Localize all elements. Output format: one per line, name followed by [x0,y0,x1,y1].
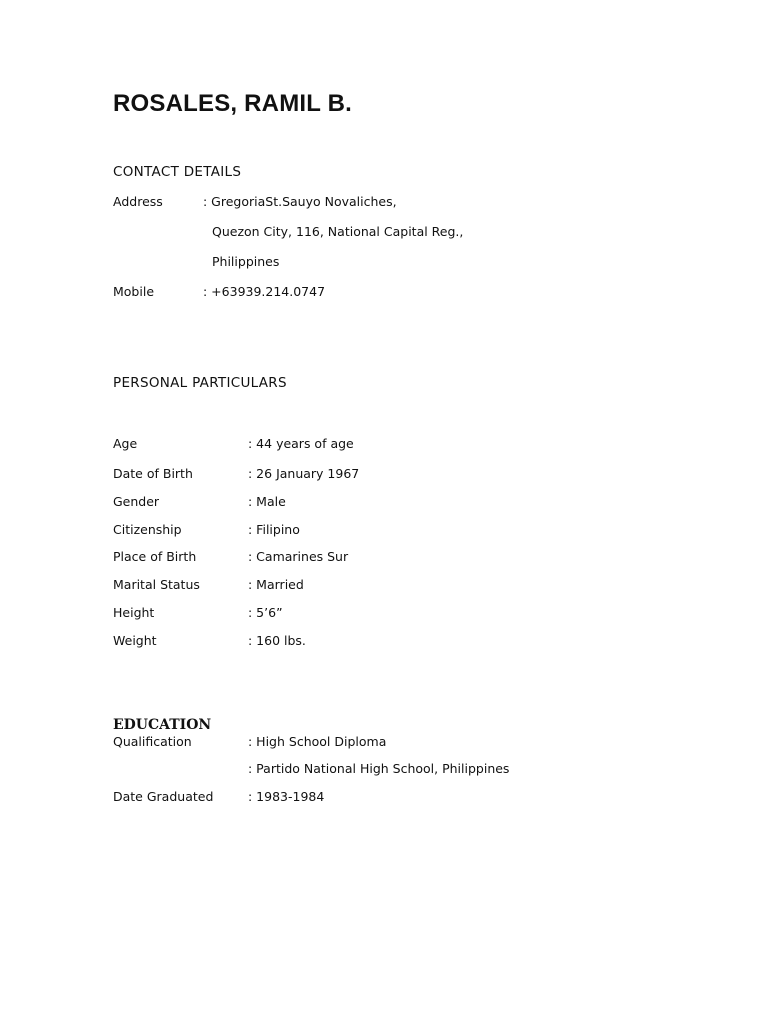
personal-value: : Camarines Sur [248,549,349,564]
personal-value: : 160 lbs. [248,633,306,648]
personal-label: Date of Birth [113,466,193,481]
personal-value: : Male [248,494,286,509]
education-heading: EDUCATION [113,717,212,733]
personal-value: : 26 January 1967 [248,466,360,481]
address-label: Address [113,194,163,209]
qualification-value: : High School Diploma [248,734,387,749]
graduated-label: Date Graduated [113,789,214,804]
contact-details-heading: CONTACT DETAILS [113,164,242,180]
personal-label: Citizenship [113,522,182,537]
graduated-value: : 1983-1984 [248,789,325,804]
applicant-name: ROSALES, RAMIL B. [113,90,352,117]
personal-label: Marital Status [113,577,200,592]
address-line-3: Philippines [212,254,280,269]
personal-value: : Married [248,577,304,592]
personal-value: : Filipino [248,522,300,537]
personal-label: Height [113,605,155,620]
personal-label: Age [113,436,138,451]
personal-value: : 5’6” [248,605,283,620]
qualification-label: Qualification [113,734,192,749]
mobile-label: Mobile [113,284,155,299]
address-line-1: : GregoriaSt.Sauyo Novaliches, [203,194,397,209]
personal-particulars-heading: PERSONAL PARTICULARS [113,375,287,391]
personal-label: Place of Birth [113,549,197,564]
school-value: : Partido National High School, Philippines [248,761,510,776]
personal-value: : 44 years of age [248,436,354,451]
personal-label: Weight [113,633,157,648]
personal-label: Gender [113,494,160,509]
mobile-value: : +63939.214.0747 [203,284,326,299]
address-line-2: Quezon City, 116, National Capital Reg., [212,224,464,239]
